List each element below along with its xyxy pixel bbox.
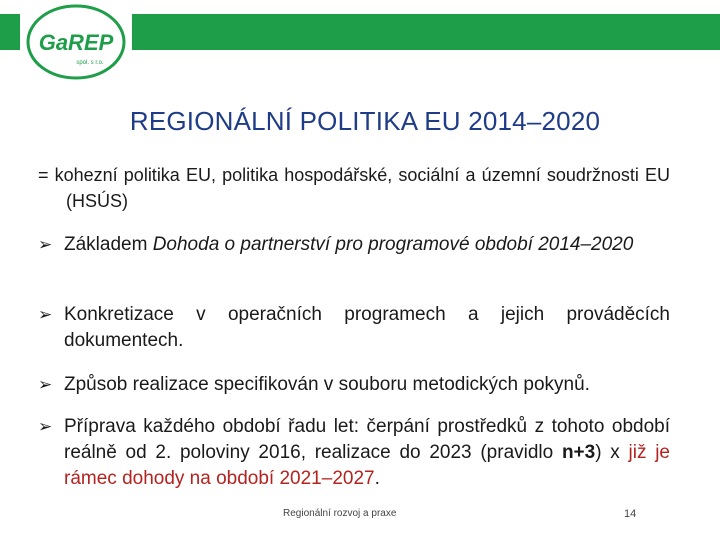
logo-text: GaREP (38, 30, 114, 55)
bullet-item (38, 232, 670, 258)
definition-text: = kohezní politika EU, politika hospodářské, sociální a územní soudržnosti EU (HSÚS) (38, 165, 670, 211)
bullet-text: Základem Dohoda o partnerství pro programové období 2014–2020 (64, 234, 634, 255)
logo-graphic (20, 0, 132, 84)
company-logo (20, 0, 132, 84)
arrow-bullet-icon: ➢ (38, 305, 53, 324)
bullet-text: Konkretizace v operačních programech a jejich prováděcích dokumentech. (64, 304, 670, 351)
bullet-item (38, 414, 670, 492)
footer-text: Regionální rozvoj a praxe (283, 508, 397, 519)
arrow-bullet-icon: ➢ (38, 375, 53, 394)
arrow-bullet-icon: ➢ (38, 417, 53, 436)
bullet-text: Způsob realizace specifikován v souboru metodických pokynů. (64, 374, 590, 395)
page-number: 14 (624, 508, 637, 520)
bullet-item (38, 372, 670, 398)
slide-title: REGIONÁLNÍ POLITIKA EU 2014–2020 (129, 106, 601, 136)
highlighted-text: již je rámec dohody na období 2021–2027 (64, 442, 670, 489)
logo-subtext: spol. s r.o. (76, 60, 104, 66)
bullet-item (38, 302, 670, 354)
bullet-text: Příprava každého období řadu let: čerpání prostředků z tohoto období reálně od 2. poloviny 2016, realizace do 2023 (pravidlo n+3) x již je rámec dohody na období 2021–2027. (64, 416, 670, 489)
arrow-bullet-icon: ➢ (38, 235, 53, 254)
